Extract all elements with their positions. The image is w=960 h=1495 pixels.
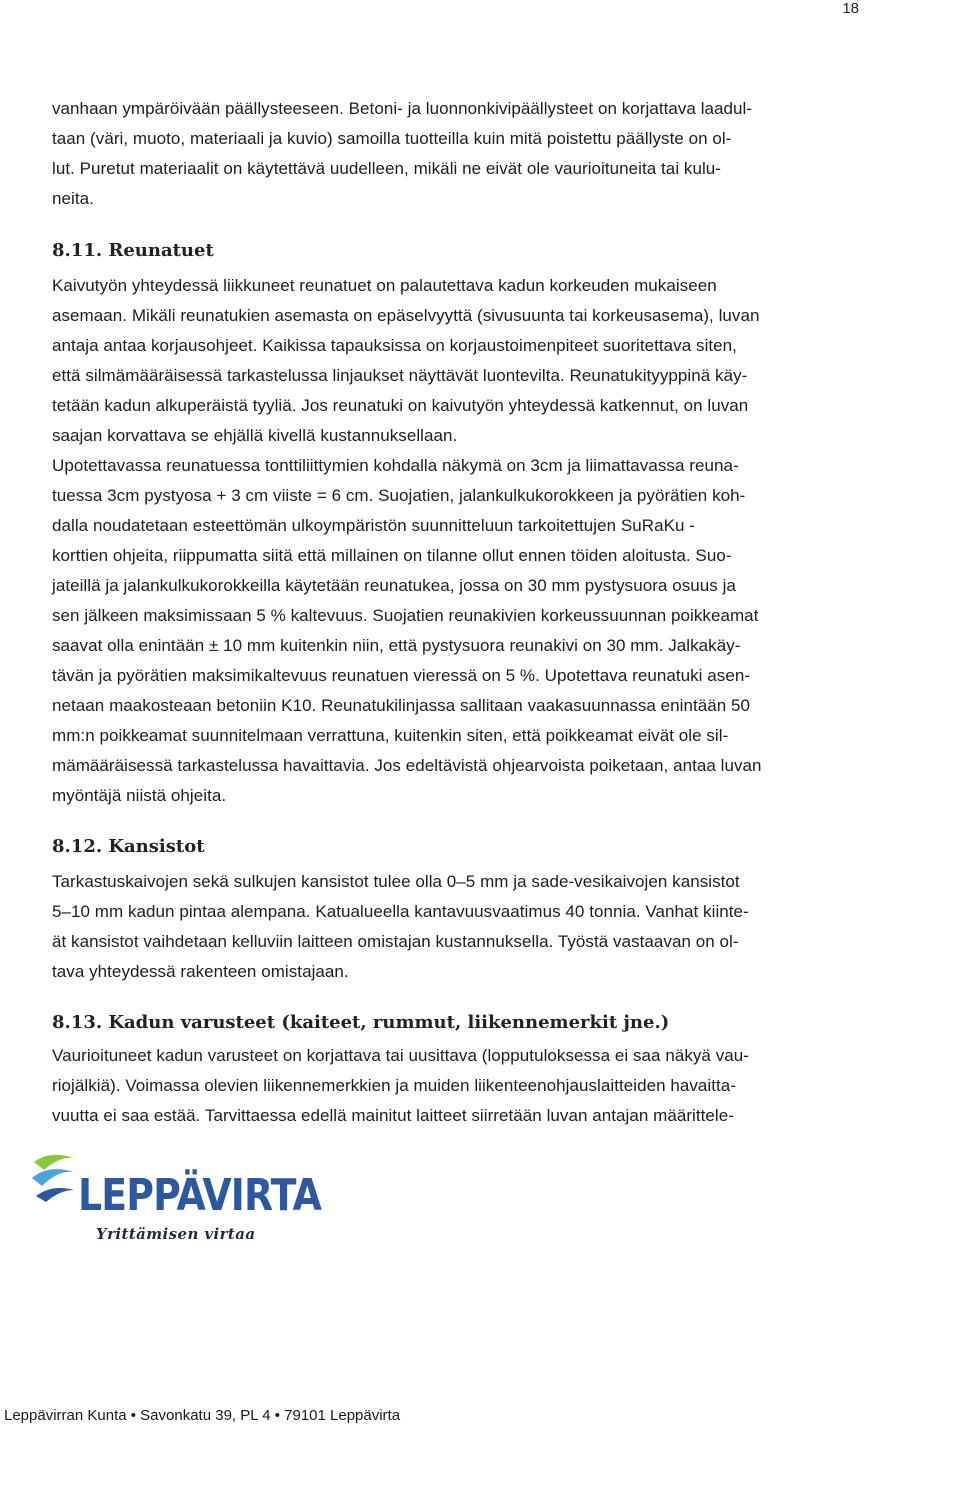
- text-line: että silmämääräisessä tarkastelussa linjaukset näyttävät luontevilta. Reunatukityyppinä käy-: [52, 366, 748, 385]
- section-heading-kadun-varusteet: 8.13. Kadun varusteet (kaiteet, rummut, liikennemerkit jne.): [52, 1012, 670, 1033]
- text-line: tävän ja pyörätien maksimikaltevuus reunatuen vieressä on 5 %. Upotettava reunatuki asen-: [52, 666, 751, 685]
- text-line: myöntäjä niistä ohjeita.: [52, 786, 227, 805]
- text-line: taan (väri, muoto, materiaali ja kuvio) samoilla tuotteilla kuin mitä poistettu päällyste on ol-: [52, 129, 732, 148]
- text-line: tuessa 3cm pystyosa + 3 cm viiste = 6 cm. Suojatien, jalankulkukorokkeen ja pyörätien koh-: [52, 486, 746, 505]
- text-line: Upotettavassa reunatuessa tonttiliittymien kohdalla näkymä on 3cm ja liimattavassa reuna-: [52, 456, 739, 475]
- section-heading-reunatuet: 8.11. Reunatuet: [52, 240, 214, 261]
- text-line: Tarkastuskaivojen sekä sulkujen kansistot tulee olla 0–5 mm ja sade-vesikaivojen kansistot: [52, 872, 740, 891]
- text-line: lut. Puretut materiaalit on käytettävä uudelleen, mikäli ne eivät ole vaurioituneita tai kulu-: [52, 159, 722, 178]
- text-line: Kaivutyön yhteydessä liikkuneet reunatuet on palautettava kadun korkeuden mukaiseen: [52, 276, 717, 295]
- text-line: 5–10 mm kadun pintaa alempana. Katualueella kantavuusvaatimus 40 tonnia. Vanhat kiinte-: [52, 902, 749, 921]
- text-line: vanhaan ympäröivään päällysteeseen. Betoni- ja luonnonkivipäällysteet on korjattava laadul-: [52, 99, 753, 118]
- logo-tagline: Yrittämisen virtaa: [96, 1225, 256, 1243]
- page-number: 18: [842, 0, 859, 17]
- text-line: tava yhteydessä rakenteen omistajaan.: [52, 962, 349, 981]
- text-line: vuutta ei saa estää. Tarvittaessa edellä mainitut laitteet siirretään luvan antajan määrittele-: [52, 1106, 734, 1125]
- text-line: riojälkiä). Voimassa olevien liikennemerkkien ja muiden liikenteenohjauslaitteiden havaitta-: [52, 1076, 737, 1095]
- logo-wordmark: LEPPÄVIRTA: [78, 1170, 322, 1221]
- text-line: sen jälkeen maksimissaan 5 % kaltevuus. Suojatien reunakivien korkeussuunnan poikkeamat: [52, 606, 759, 625]
- text-line: korttien ohjeita, riippumatta siitä että millainen on tilanne ollut ennen töiden aloitusta. Suo-: [52, 546, 732, 565]
- text-line: ät kansistot vaihdetaan kelluviin laitteen omistajan kustannuksella. Työstä vastaavan on ol-: [52, 932, 739, 951]
- text-line: saajan korvattava se ehjällä kivellä kustannuksellaan.: [52, 426, 458, 445]
- text-line: dalla noudatetaan esteettömän ulkoympäristön suunnitteluun tarkoitettujen SuRaKu -: [52, 516, 695, 535]
- text-line: netaan maakosteaan betoniin K10. Reunatukilinjassa sallitaan vaakasuunnassa enintään 50: [52, 696, 751, 715]
- text-line: antaja antaa korjausohjeet. Kaikissa tapauksissa on korjaustoimenpiteet suoritettava siten,: [52, 336, 737, 355]
- text-line: saavat olla enintään ± 10 mm kuitenkin niin, että pystysuora reunakivi on 30 mm. Jalkakäy-: [52, 636, 741, 655]
- text-line: tetään kadun alkuperäistä tyyliä. Jos reunatuki on kaivutyön yhteydessä katkennut, on luvan: [52, 396, 749, 415]
- section-heading-kansistot: 8.12. Kansistot: [52, 836, 205, 857]
- text-line: neita.: [52, 189, 94, 208]
- text-line: asemaan. Mikäli reunatukien asemasta on epäselvyyttä (sivusuunta tai korkeusasema), luvan: [52, 306, 760, 325]
- text-line: jateillä ja jalankulkukorokkeilla käytetään reunatukea, jossa on 30 mm pystysuora osuus ja: [52, 576, 736, 595]
- text-line: mämääräisessä tarkastelussa havaittavia. Jos edeltävistä ohjearvoista poiketaan, antaa luvan: [52, 756, 762, 775]
- leppavirta-logo: [30, 1148, 322, 1258]
- text-line: mm:n poikkeamat suunnitelmaan verrattuna, kuitenkin siten, että poikkeamat eivät ole sil-: [52, 726, 729, 745]
- text-line: Vaurioituneet kadun varusteet on korjattava tai uusittava (lopputuloksessa ei saa näkyä vau-: [52, 1046, 749, 1065]
- footer-address: Leppävirran Kunta • Savonkatu 39, PL 4 • 79101 Leppävirta: [4, 1407, 401, 1424]
